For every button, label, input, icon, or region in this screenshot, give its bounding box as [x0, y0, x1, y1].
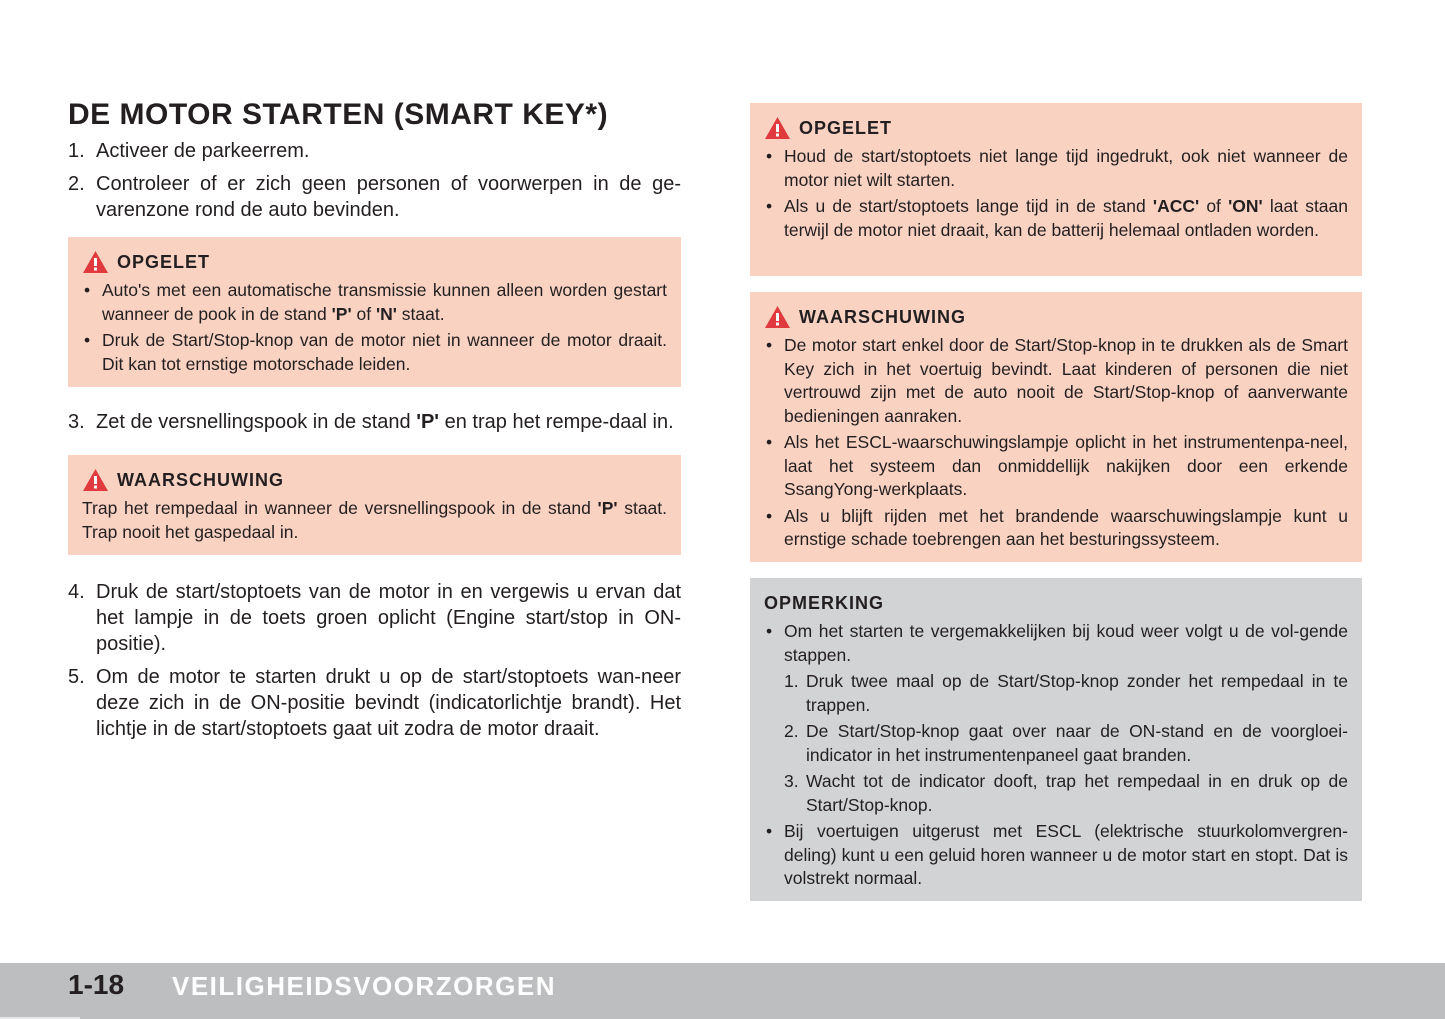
gear-n: 'N'	[375, 303, 397, 324]
warning-header	[82, 467, 667, 493]
bullet-text: of	[351, 303, 376, 324]
position-acc: 'ACC'	[1152, 196, 1200, 216]
step-number: 3.	[68, 411, 85, 433]
note-substeps	[764, 670, 1348, 817]
left-column	[68, 96, 681, 749]
note-bullet-1	[764, 620, 1348, 667]
step-number: 1.	[68, 140, 85, 162]
bullet-dot: •	[766, 821, 773, 841]
caution-bullet-2	[764, 195, 1348, 242]
warning-text-part: Trap het rempedaal in wanneer de versnellingspook in de stand	[82, 498, 598, 518]
note-box	[750, 578, 1362, 901]
step-number: 5.	[68, 666, 85, 688]
bullet-dot: •	[84, 330, 91, 350]
step-4	[68, 579, 681, 657]
step-number: 2.	[68, 173, 85, 195]
warning-box-1	[68, 455, 681, 555]
warning-bullet-2	[764, 431, 1348, 502]
gear-p: 'P'	[597, 498, 618, 518]
caution-bullet-1	[764, 145, 1348, 192]
step-5	[68, 664, 681, 742]
bullet-text: Om het starten te vergemakkelijken bij koud weer volgt u de vol-gende stappen.	[784, 621, 1348, 665]
step-3	[68, 409, 681, 435]
note-header	[764, 590, 1348, 616]
bullet-dot: •	[766, 335, 773, 355]
step-text: Zet de versnellingspook in de stand	[96, 411, 417, 433]
warning-title: WAARSCHUWING	[117, 469, 284, 490]
substep-text: Druk twee maal op de Start/Stop-knop zonder het rempedaal in te trappen.	[806, 671, 1348, 715]
warning-box-2	[750, 292, 1362, 562]
warning-bullet-3	[764, 505, 1348, 552]
gear-p: 'P'	[331, 303, 352, 324]
bullet-text: Houd de start/stoptoets niet lange tijd ingedrukt, ook niet wanneer de motor niet wilt starten.	[784, 146, 1348, 190]
step-text: Om de motor te starten drukt u op de start/stoptoets wan-neer deze zich in de ON-positie bevindt (indicatorlichtje brandt). Het lichtje in de start/stoptoets gaat uit zodra de motor draait.	[96, 666, 681, 740]
page-number: 1-18	[68, 969, 125, 1000]
bullet-text: Bij voertuigen uitgerust met ESCL (elektrische stuurkolomvergren-deling) kunt u een geluid horen wanneer u de motor start en stopt. Dat is volstrekt normaal.	[784, 821, 1348, 888]
warning-text-part: staat. Trap nooit het gaspedaal in.	[82, 498, 668, 542]
caution-bullets	[764, 145, 1348, 242]
caution-box-2	[750, 103, 1362, 276]
warning-text	[82, 497, 667, 544]
warning-bullet-1	[764, 334, 1348, 428]
steps-list-a	[68, 138, 681, 223]
bullet-text: staat.	[396, 303, 445, 324]
caution-bullet-1	[82, 279, 667, 326]
bullet-dot: •	[766, 621, 773, 641]
note-bullet-2	[764, 820, 1348, 891]
substep-number: 2.	[784, 721, 799, 741]
warning-title: WAARSCHUWING	[799, 306, 966, 327]
steps-list-b	[68, 579, 681, 742]
bullet-text: Auto's met een automatische transmissie kunnen alleen worden gestart wanneer de pook in de stand	[102, 280, 667, 324]
bullet-dot: •	[84, 280, 91, 300]
warning-bullets	[764, 334, 1348, 552]
step-text: en trap het rempe-daal in.	[439, 411, 674, 433]
page-footer	[0, 963, 1445, 1019]
step-text: Activeer de parkeerrem.	[96, 140, 310, 162]
substep-number: 1.	[784, 671, 799, 691]
caution-header	[82, 249, 667, 275]
step-1	[68, 138, 681, 164]
bullet-text: Druk de Start/Stop-knop van de motor niet in wanneer de motor draait. Dit kan tot ernstige motorschade leiden.	[102, 330, 667, 374]
bullet-dot: •	[766, 432, 773, 452]
note-substep-3	[764, 770, 1348, 817]
position-on: 'ON'	[1228, 196, 1263, 216]
substep-text: Wacht tot de indicator dooft, trap het rempedaal in en druk op de Start/Stop-knop.	[806, 771, 1348, 815]
caution-box-1	[68, 237, 681, 387]
right-column	[750, 103, 1362, 901]
warning-triangle-icon	[764, 116, 791, 140]
bullet-text: Als u blijft rijden met het brandende waarschuwingslampje kunt u ernstige schade toebrengen aan het besturingssysteem.	[784, 505, 1348, 549]
caution-title: OPGELET	[117, 251, 211, 272]
bullet-text: of	[1199, 196, 1229, 216]
bullet-dot: •	[766, 146, 773, 166]
warning-triangle-icon	[82, 250, 109, 274]
caution-bullets	[82, 279, 667, 376]
caution-title: OPGELET	[799, 117, 893, 138]
substep-text: De Start/Stop-knop gaat over naar de ON-stand en de voorgloei-indicator in het instrumentenpaneel gaat branden.	[806, 721, 1348, 765]
substep-number: 3.	[784, 771, 799, 791]
bullet-text: Als het ESCL-waarschuwingslampje oplicht in het instrumentenpa-neel, laat het systeem dan onmiddellijk nakijken door een erkende SsangYong-werkplaats.	[784, 432, 1348, 499]
steps-list-3	[68, 409, 681, 435]
bullet-text: laat staan terwijl de motor niet draait, kan de batterij helemaal ontladen worden.	[784, 196, 1349, 240]
step-number: 4.	[68, 581, 85, 603]
note-bullets	[764, 620, 1348, 667]
warning-header	[764, 304, 1348, 330]
gear-p: 'P'	[416, 411, 440, 433]
bullet-dot: •	[766, 196, 773, 216]
caution-header	[764, 115, 1348, 141]
step-2	[68, 171, 681, 223]
note-substep-1	[764, 670, 1348, 717]
note-bullets-2	[764, 820, 1348, 891]
warning-triangle-icon	[764, 305, 791, 329]
caution-bullet-2	[82, 329, 667, 376]
section-title: VEILIGHEIDSVOORZORGEN	[172, 971, 556, 1001]
step-text: Druk de start/stoptoets van de motor in en vergewis u ervan dat het lampje in de toets groen oplicht (Engine start/stop in ON-positie).	[96, 581, 681, 655]
bullet-text: De motor start enkel door de Start/Stop-knop in te drukken als de Smart Key zich in het voertuig bevindt. Laat kinderen of personen die niet vertrouwd zijn met de auto nooit de Start/Stop-knop of aanverwante bedieningen aanraken.	[784, 335, 1348, 426]
bullet-dot: •	[766, 505, 773, 526]
step-text: Controleer of er zich geen personen of voorwerpen in de ge-varenzone rond de auto bevinden.	[96, 173, 681, 221]
bullet-text: Als u de start/stoptoets lange tijd in de stand	[784, 196, 1153, 216]
page-title: DE MOTOR STARTEN (SMART KEY*)	[68, 98, 609, 131]
note-title: OPMERKING	[764, 592, 885, 613]
warning-triangle-icon	[82, 468, 109, 492]
note-substep-2	[764, 720, 1348, 767]
